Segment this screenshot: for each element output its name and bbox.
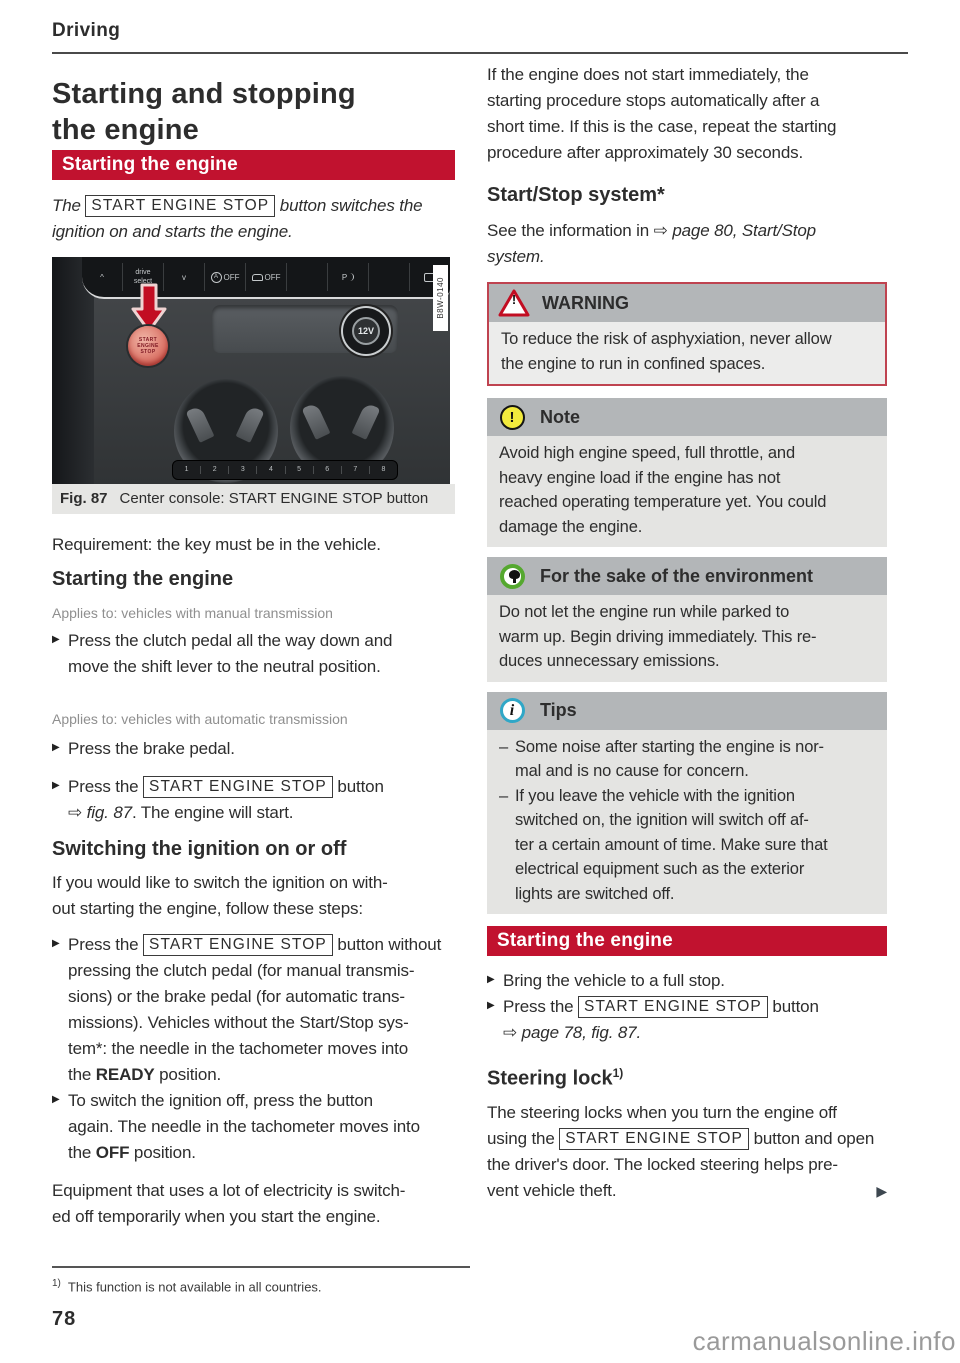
- note-icon: !: [496, 402, 528, 432]
- step-switch-off: ▶ To switch the ignition off, press the button again. The needle in the tachometer moves into the OFF position.: [52, 1088, 455, 1166]
- blank-button: [369, 263, 410, 291]
- warning-title: WARNING: [542, 292, 629, 313]
- keycap-start-engine-stop: START ENGINE STOP: [85, 195, 275, 217]
- blank-button: [287, 263, 328, 291]
- step-press-without-pedal: ▶ Press the START ENGINE STOP button without pressing the clutch pedal (for manual transmis- sions) or the brake pedal (for automatic trans- missions). Vehicles without the Start/Stop sys- tem*: the needle in the tachometer moves into the READY position.: [52, 932, 455, 1088]
- section-banner-stopping: Starting the engine: [487, 926, 887, 956]
- dash-icon: –: [499, 786, 509, 805]
- parking-sensor-button: P: [328, 263, 369, 291]
- chevron-up-icon: ^: [82, 263, 123, 291]
- note-title: Note: [540, 406, 580, 427]
- subheading-steering-lock: Steering lock$^{1)}$: [487, 1066, 624, 1090]
- figure-caption-label: Fig. 87: [60, 490, 108, 507]
- step-brake: ▶ Press the brake pedal.: [52, 736, 455, 762]
- subheading-switching-ignition: Switching the ignition on or off: [52, 838, 347, 860]
- center-console-photo: [52, 257, 450, 484]
- circled-a-icon: A: [211, 272, 222, 283]
- figure-caption: [52, 484, 455, 514]
- intro-paragraph: The START ENGINE STOP button switches the ignition on and starts the engine.: [52, 196, 423, 241]
- environment-box: For the sake of the environment Do not let the engine run while parked to warm up. Begin driving immediately. This re- duces unnecessary emissions.: [487, 557, 887, 682]
- steering-lock-paragraph: The steering locks when you turn the engine off using the START ENGINE STOP button and open the driver's door. The locked steering helps pre- vent vehicle theft. ▶: [487, 1100, 887, 1204]
- start-stop-off-button: A OFF: [205, 263, 246, 291]
- 12v-socket: [343, 308, 389, 354]
- step-press-button: ▶ Press the START ENGINE STOP button ⇨ fig. 87. The engine will start.: [52, 774, 455, 826]
- header-rule: [52, 52, 908, 54]
- subheading-starting-engine: Starting the engine: [52, 568, 234, 590]
- applies-manual-note: Applies to: vehicles with manual transmission: [52, 605, 333, 621]
- requirement-text: Requirement: the key must be in the vehicle.: [52, 535, 381, 554]
- image-code-strip: B8W-0140: [433, 265, 448, 331]
- section-header: Driving: [52, 20, 121, 41]
- keycap-start-engine-stop: START ENGINE STOP: [578, 996, 768, 1018]
- footnote: [52, 1278, 322, 1294]
- page-title: [52, 76, 455, 148]
- cross-reference: ⇨ page 80, Start/Stop: [653, 221, 816, 240]
- bullet-icon: ▶: [487, 974, 495, 985]
- sensor-waves-icon: [349, 273, 354, 281]
- cross-reference: ⇨ page 78, fig. 87.: [503, 1023, 642, 1042]
- start-engine-stop-button-photo: START ENGINE STOP: [128, 326, 168, 366]
- tips-info-icon: i: [496, 696, 528, 726]
- environment-title: For the sake of the environment: [540, 565, 814, 586]
- esc-off-button: OFF: [246, 263, 287, 291]
- watermark: carmanualsonline.info: [692, 1326, 956, 1356]
- keycap-start-engine-stop: START ENGINE STOP: [143, 776, 333, 798]
- cross-reference: ⇨ fig. 87: [68, 803, 132, 822]
- page-title-line2: the engine: [52, 114, 200, 146]
- footnote-ref: 1): [612, 1066, 624, 1080]
- environment-tree-icon: [496, 561, 528, 591]
- page-number: 78: [52, 1308, 77, 1330]
- step-full-stop: ▶ Bring the vehicle to a full stop.: [487, 968, 887, 994]
- applies-automatic-note: Applies to: vehicles with automatic transmission: [52, 711, 348, 727]
- figure-87: [52, 257, 455, 514]
- page-title-line1: Starting and stopping: [52, 78, 356, 110]
- chevron-down-icon: v: [164, 263, 205, 291]
- bullet-icon: ▶: [52, 780, 60, 791]
- keycap-start-engine-stop: START ENGINE STOP: [559, 1128, 749, 1150]
- see-information-paragraph: See the information in ⇨ page 80, Start/Stop system.: [487, 221, 816, 266]
- tips-box: [487, 692, 887, 915]
- equipment-paragraph: Equipment that uses a lot of electricity is switch- ed off temporarily when you start the engine.: [52, 1181, 406, 1226]
- start-failure-paragraph: If the engine does not start immediately, the starting procedure stops automatically after a short time. If this is the case, repeat the starting procedure after approximately 30 seconds.: [487, 65, 837, 162]
- bullet-icon: ▶: [52, 938, 60, 949]
- ready-label: READY: [95, 1065, 155, 1084]
- note-box: ! Note Avoid high engine speed, full throttle, and heavy engine load if the engine has not reached operating temperature yet. You could damage the engine.: [487, 398, 887, 547]
- drive-select-button: drive select: [123, 263, 164, 291]
- bullet-icon: ▶: [52, 634, 60, 645]
- section-banner-starting: Starting the engine: [52, 150, 455, 180]
- step-clutch: ▶ Press the clutch pedal all the way down and move the shift lever to the neutral position.: [52, 628, 455, 680]
- tip-item: – Some noise after starting the engine is nor- mal and is no cause for concern.: [499, 735, 875, 784]
- warning-box: ! WARNING To reduce the risk of asphyxiation, never allow the engine to run in confined spaces.: [487, 282, 887, 386]
- bullet-icon: ▶: [52, 742, 60, 753]
- subheading-start-stop-system: Start/Stop system*: [487, 184, 665, 206]
- footnote-rule: [52, 1266, 470, 1268]
- car-icon: [252, 274, 263, 281]
- right-column: [487, 62, 887, 1204]
- warning-icon: !: [498, 288, 530, 318]
- off-label: OFF: [95, 1143, 130, 1162]
- 12v-socket-label: 12V: [352, 317, 380, 345]
- dash-icon: –: [499, 737, 509, 756]
- ignition-paragraph: If you would like to switch the ignition on with- out starting the engine, follow these steps:: [52, 873, 388, 918]
- footnote-marker: 1): [52, 1278, 61, 1289]
- footnote-text: This function is not available in all countries.: [67, 1279, 322, 1295]
- memory-buttons-strip: 1 2 3 4 5 6 7 8: [172, 460, 398, 480]
- keycap-start-engine-stop: START ENGINE STOP: [143, 934, 333, 956]
- tip-item: – If you leave the vehicle with the ignition switched on, the ignition will switch off af- ter a certain amount of time. Make sure that electrical equipment such as the exterior lights are switched off.: [499, 784, 875, 907]
- figure-caption-text: Center console: START ENGINE STOP button: [119, 490, 429, 507]
- continuation-arrow-icon: ▶: [876, 1182, 887, 1199]
- left-column: [52, 76, 455, 1230]
- step-press-button-stop: ▶ Press the START ENGINE STOP button ⇨ page 78, fig. 87.: [487, 994, 887, 1046]
- bullet-icon: ▶: [52, 1094, 60, 1105]
- bullet-icon: ▶: [487, 1000, 495, 1011]
- tips-title: Tips: [540, 700, 577, 720]
